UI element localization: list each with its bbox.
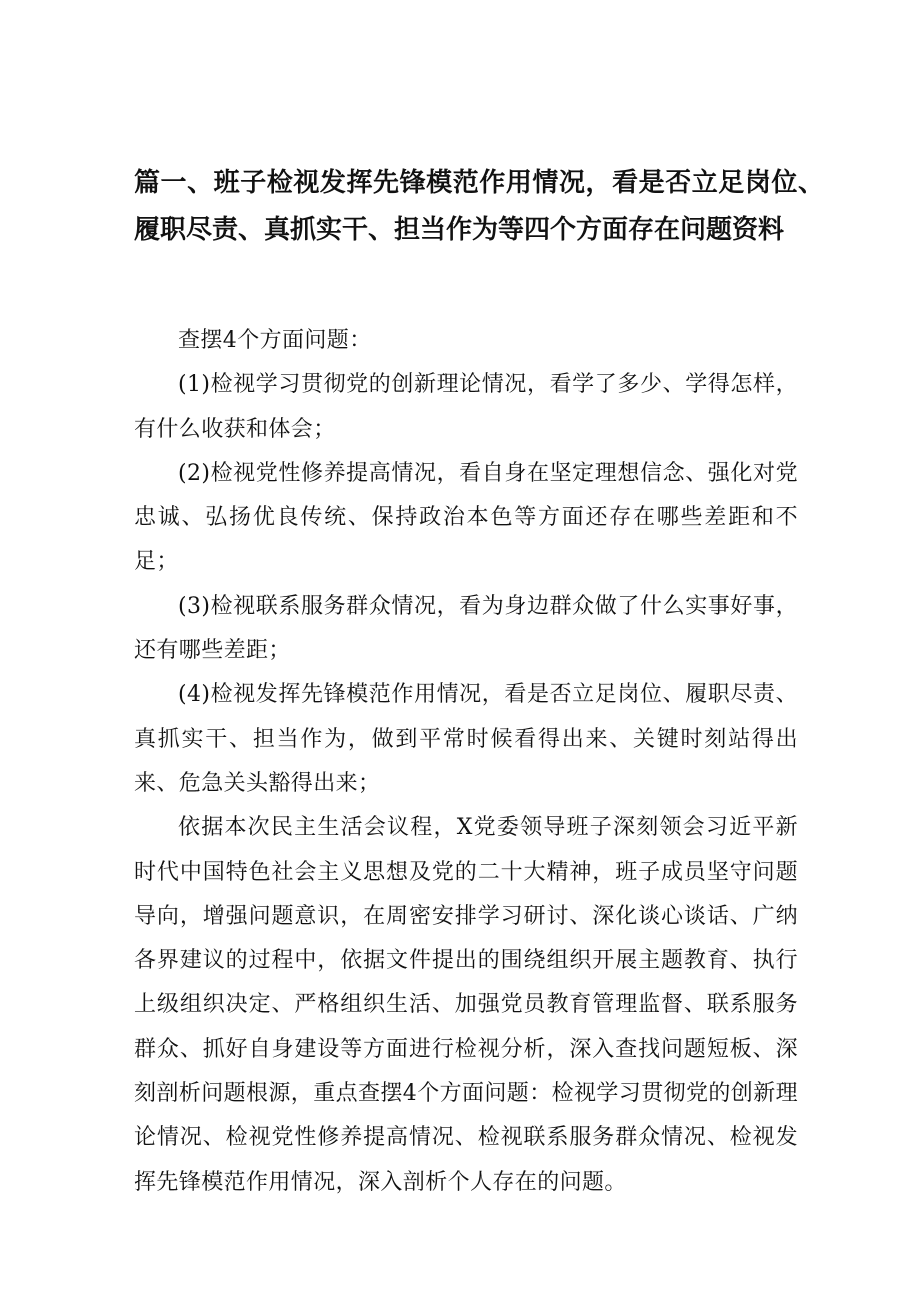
paragraph-summary: 依据本次民主生活会议程，X党委领导班子深刻领会习近平新时代中国特色社会主义思想及党的二十大精神，班子成员坚守问题导向，增强问题意识，在周密安排学习研讨、深化谈心谈话、广纳各界建议的过程中，依据文件提出的围绕组织开展主题教育、执行上级组织决定、严格组织生活、加强党员教育管理监督、联系服务群众、抓好自身建设等方面进行检视分析，深入查找问题短板、深刻剖析问题根源，重点查摆4个方面问题：检视学习贯彻党的创新理论情况、检视党性修养提高情况、检视联系服务群众情况、检视发挥先锋模范作用情况，深入剖析个人存在的问题。 (134, 815, 798, 1195)
paragraph-item-2: (2)检视党性修养提高情况，看自身在坚定理想信念、强化对党忠诚、弘扬优良传统、保持政治本色等方面还存在哪些差距和不足； (134, 460, 798, 575)
document-title: 篇一、班子检视发挥先锋模范作用情况，看是否立足岗位、履职尽责、真抓实干、担当作为等四个方面存在问题资料 (134, 168, 824, 245)
document-body (134, 319, 798, 1205)
paragraph-item-1: (1)检视学习贯彻党的创新理论情况，看学了多少、学得怎样，有什么收获和体会； (134, 372, 798, 442)
paragraph-intro: 查摆4个方面问题： (178, 328, 372, 353)
paragraph-item-3: (3)检视联系服务群众情况，看为身边群众做了什么实事好事，还有哪些差距； (134, 593, 798, 664)
paragraph-item-4: (4)检视发挥先锋模范作用情况，看是否立足岗位、履职尽责、真抓实干、担当作为，做到平常时候看得出来、关键时刻站得出来、危急关头豁得出来； (134, 682, 798, 796)
